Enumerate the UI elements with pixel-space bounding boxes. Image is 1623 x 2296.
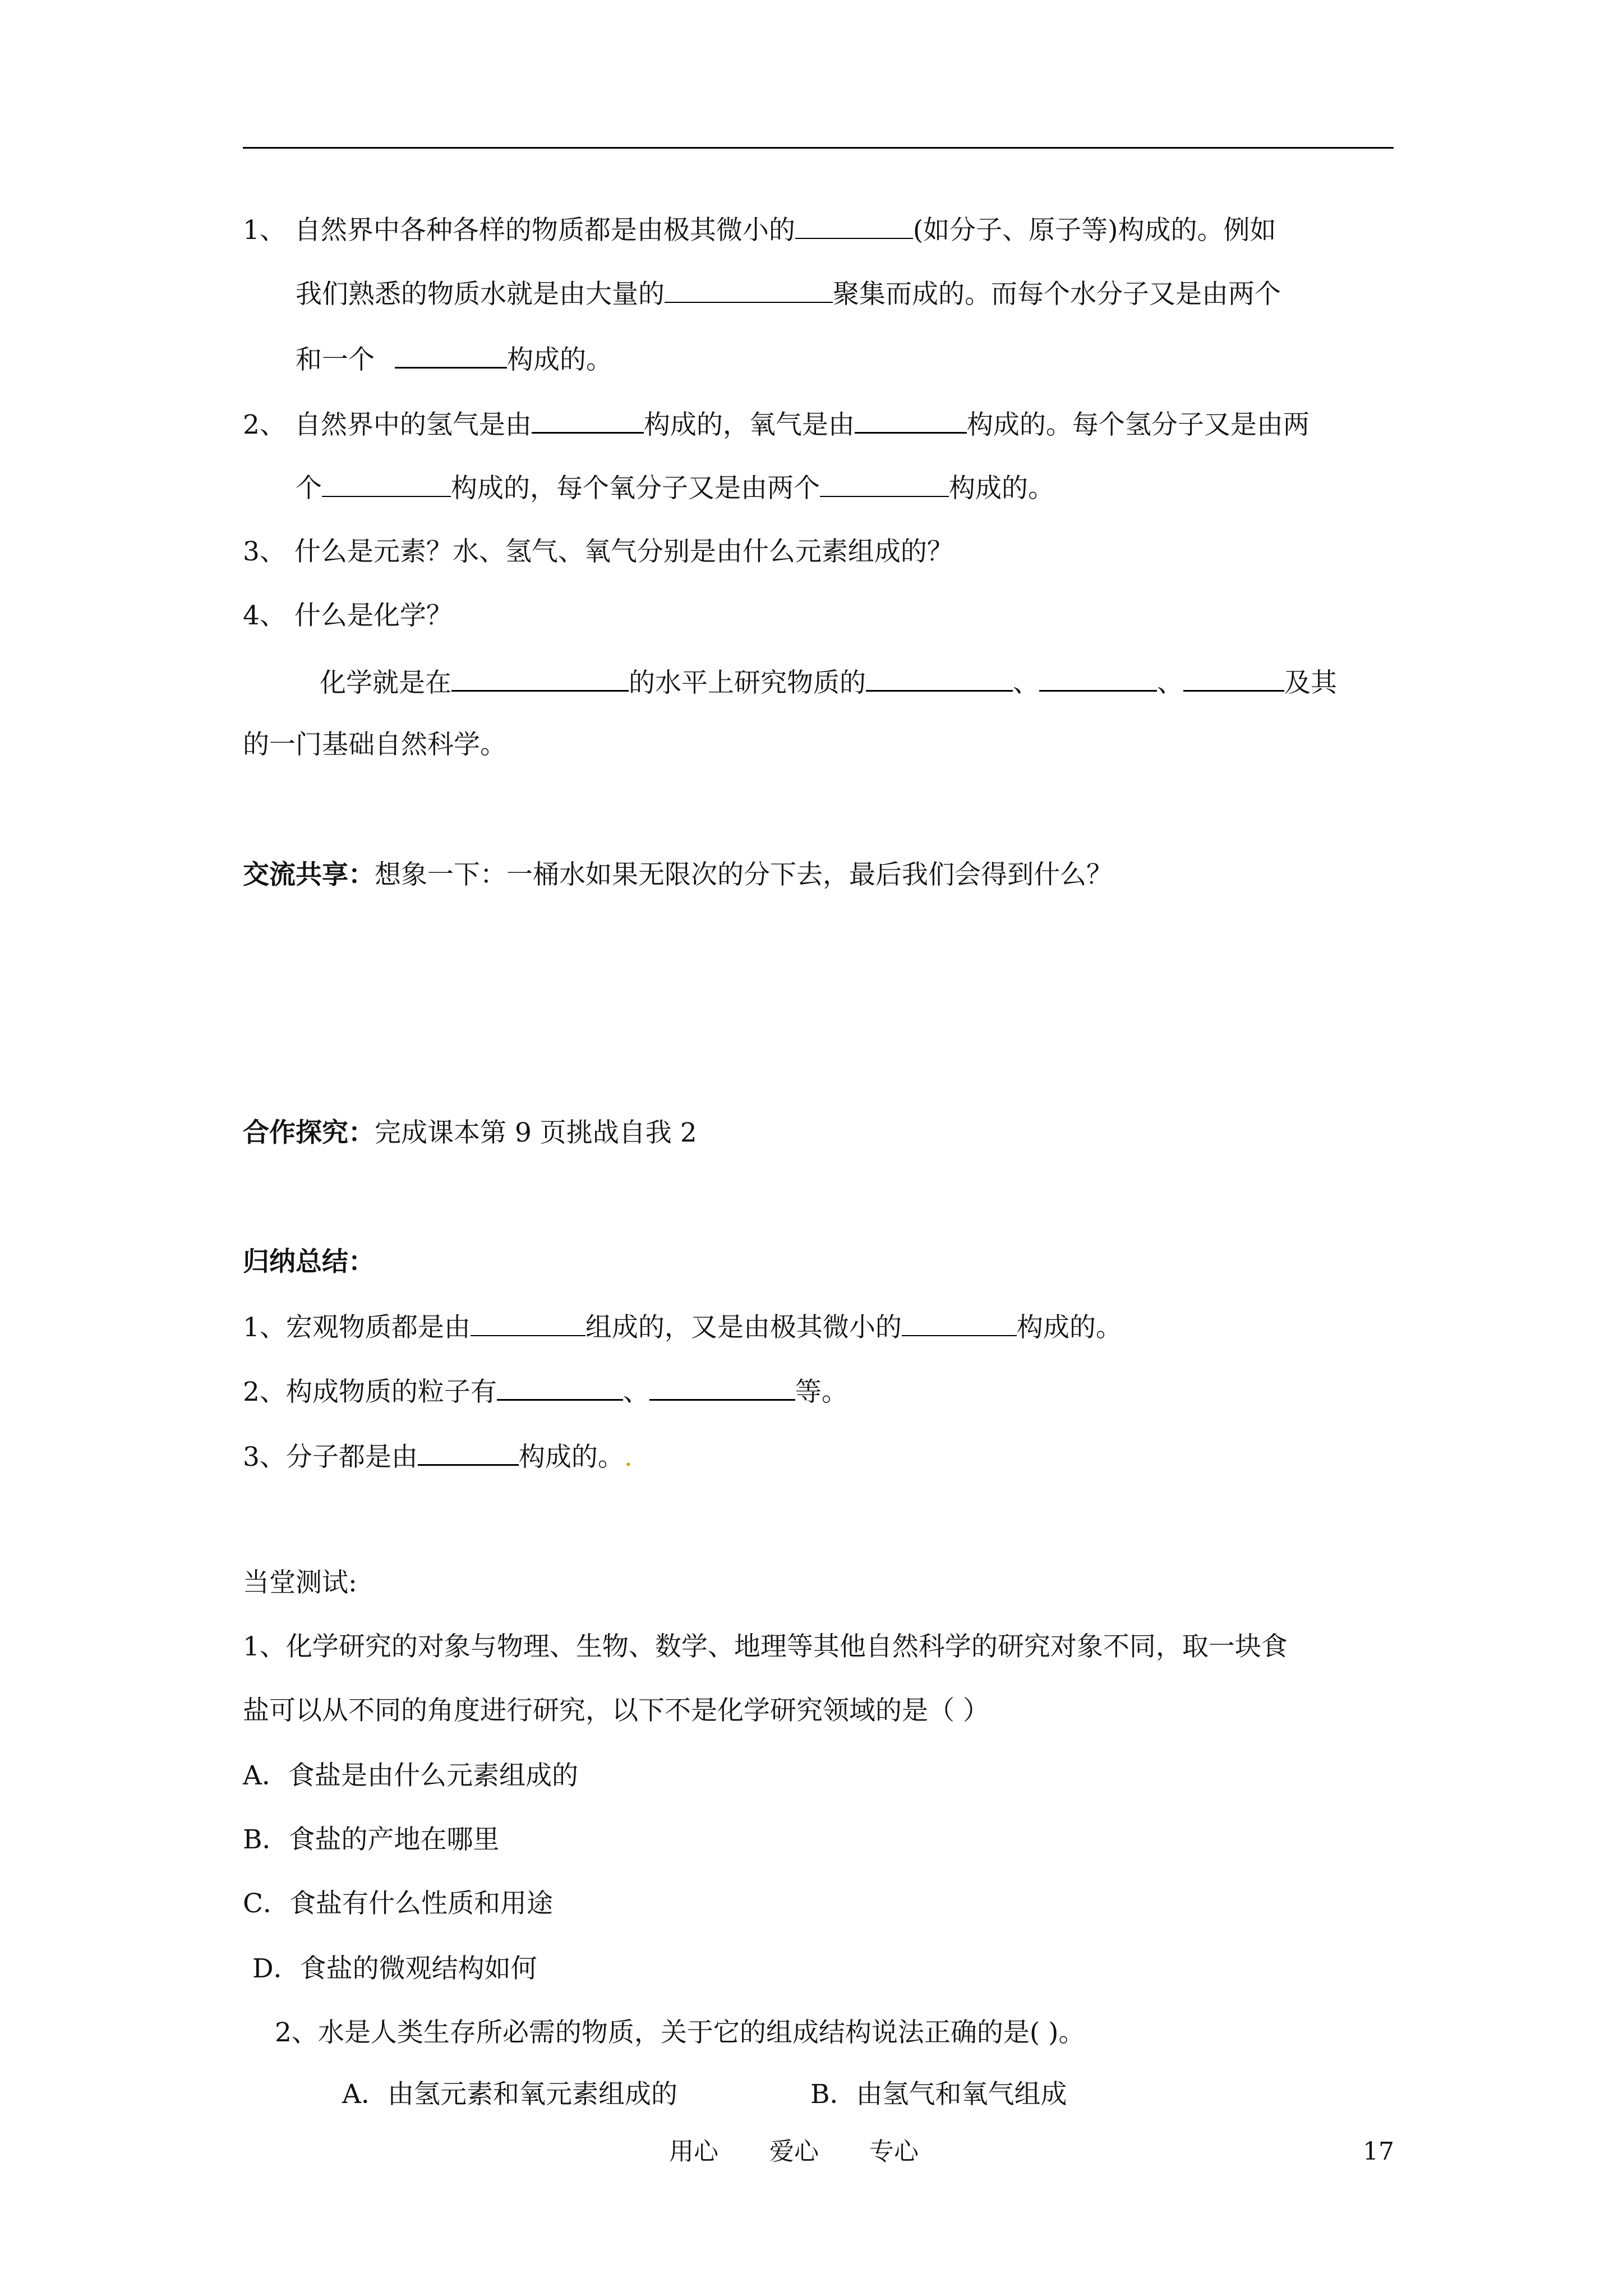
q1-text-3b: 构成的。 — [507, 344, 612, 375]
summary-text-3b: 构成的。 — [518, 1442, 624, 1473]
q2-blank-3[interactable] — [322, 470, 451, 497]
test-q2-option-a[interactable]: A．由氢元素和氧元素组成的 — [342, 2079, 677, 2110]
coop-text: 完成课本第 9 页挑战自我 2 — [375, 1117, 697, 1148]
q1-text-3a: 和一个 — [296, 344, 375, 375]
footer-motto-1: 用心 — [669, 2137, 718, 2166]
summary-text-1a: 1、宏观物质都是由 — [243, 1312, 471, 1343]
summary-item-3 — [243, 1438, 633, 1474]
test-title: 当堂测试: — [243, 1567, 357, 1598]
q2-text-1b: 构成的，氧气是由 — [643, 409, 855, 440]
coop-line — [243, 1116, 697, 1150]
summary-blank-1[interactable] — [471, 1309, 585, 1336]
share-line — [243, 858, 1113, 892]
q4-blank-2[interactable] — [866, 664, 1013, 692]
coop-label-a: 合作探 — [243, 1117, 322, 1148]
q4-text-1a: 化学就是在 — [320, 668, 451, 698]
summary-item-2 — [243, 1373, 848, 1409]
q1-blank-3[interactable] — [395, 341, 507, 369]
summary-blank-3[interactable] — [497, 1373, 623, 1401]
footer-motto-2: 爱心 — [769, 2137, 819, 2166]
coop-label-b: 究： — [322, 1117, 375, 1148]
q4-line-2: 的一门基础自然科学。 — [243, 729, 506, 760]
test-option-b[interactable]: B．食盐的产地在哪里 — [243, 1824, 500, 1855]
test-q1-line-2: 盐可以从不同的角度进行研究，以下不是化学研究领域的是（ ） — [243, 1695, 989, 1726]
q1-blank-2[interactable] — [665, 276, 833, 303]
summary-blank-4[interactable] — [649, 1373, 795, 1401]
footer-motto-3: 专心 — [869, 2137, 919, 2166]
q2-blank-2[interactable] — [855, 406, 967, 434]
q2-text-1c: 构成的。每个氢分子又是由两 — [966, 409, 1310, 440]
q4-title: 4、 什么是化学？ — [243, 600, 453, 631]
q4-sep-1: 、 — [1013, 668, 1039, 698]
q1-text-2a: 我们熟悉的物质水就是由大量的 — [296, 279, 665, 310]
q4-line-1 — [320, 664, 1337, 700]
q1-blank-1[interactable] — [795, 212, 913, 239]
q1-text-2b: 聚集而成的。而每个水分子又是由两个 — [833, 279, 1281, 310]
summary-text-2b: 、 — [623, 1377, 649, 1407]
q1-text-1b: (如分子、原子等)构成的。例如 — [912, 215, 1276, 246]
header-rule — [243, 147, 1394, 149]
q2-text-2a: 个 — [296, 473, 322, 504]
summary-text-3a: 3、分子都是由 — [243, 1442, 418, 1473]
q4-text-1b: 的水平上研究物质的 — [629, 668, 866, 698]
q4-blank-3[interactable] — [1039, 664, 1157, 692]
summary-title: 归纳总结： — [243, 1246, 375, 1277]
page-number: 17 — [1363, 2137, 1394, 2166]
summary-blank-2[interactable] — [902, 1309, 1017, 1336]
share-text: 想象一下：一桶水如果无限次的分下去，最后我们会得到什么？ — [375, 859, 1113, 890]
summary-item-1 — [243, 1309, 1122, 1345]
q1-line-2 — [296, 276, 1281, 311]
summary-text-2c: 等。 — [795, 1377, 848, 1407]
test-option-c[interactable]: C．食盐有什么性质和用途 — [243, 1888, 553, 1919]
summary-blank-5[interactable] — [418, 1438, 519, 1466]
q4-text-1c: 及其 — [1284, 668, 1337, 698]
test-option-d[interactable]: D．食盐的微观结构如何 — [252, 1953, 537, 1984]
q1-text-1a: 1、 自然界中各种各样的物质都是由极其微小的 — [243, 215, 795, 246]
share-label: 交流共享： — [243, 859, 375, 890]
q4-sep-2: 、 — [1157, 668, 1183, 698]
q2-text-1a: 2、 自然界中的氢气是由 — [243, 409, 532, 440]
test-option-a[interactable]: A．食盐是由什么元素组成的 — [243, 1760, 578, 1791]
test-q2: 2、水是人类生存所必需的物质，关于它的组成结构说法正确的是( )。 — [275, 2017, 1085, 2048]
q2-blank-1[interactable] — [532, 406, 644, 434]
q2-line-2 — [296, 470, 1054, 505]
q1-line-3 — [296, 341, 612, 377]
q2-blank-4[interactable] — [820, 470, 949, 497]
q4-blank-4[interactable] — [1183, 664, 1284, 692]
summary-text-2a: 2、构成物质的粒子有 — [243, 1377, 497, 1407]
summary-mark: . — [624, 1442, 633, 1473]
test-q2-option-b[interactable]: B．由氢气和氧气组成 — [810, 2079, 1067, 2110]
q2-text-2b: 构成的，每个氧分子又是由两个 — [451, 473, 820, 504]
q2-line-1 — [243, 406, 1310, 442]
summary-text-1c: 构成的。 — [1016, 1312, 1122, 1343]
test-q1-line-1: 1、化学研究的对象与物理、生物、数学、地理等其他自然科学的研究对象不同，取一块食 — [243, 1631, 1288, 1662]
summary-text-1b: 组成的，又是由极其微小的 — [585, 1312, 902, 1343]
q1-line-1 — [243, 212, 1276, 247]
q3-line: 3、 什么是元素？水、氢气、氧气分别是由什么元素组成的？ — [243, 536, 953, 567]
q2-text-2c: 构成的。 — [949, 473, 1054, 504]
q4-blank-1[interactable] — [451, 664, 629, 692]
